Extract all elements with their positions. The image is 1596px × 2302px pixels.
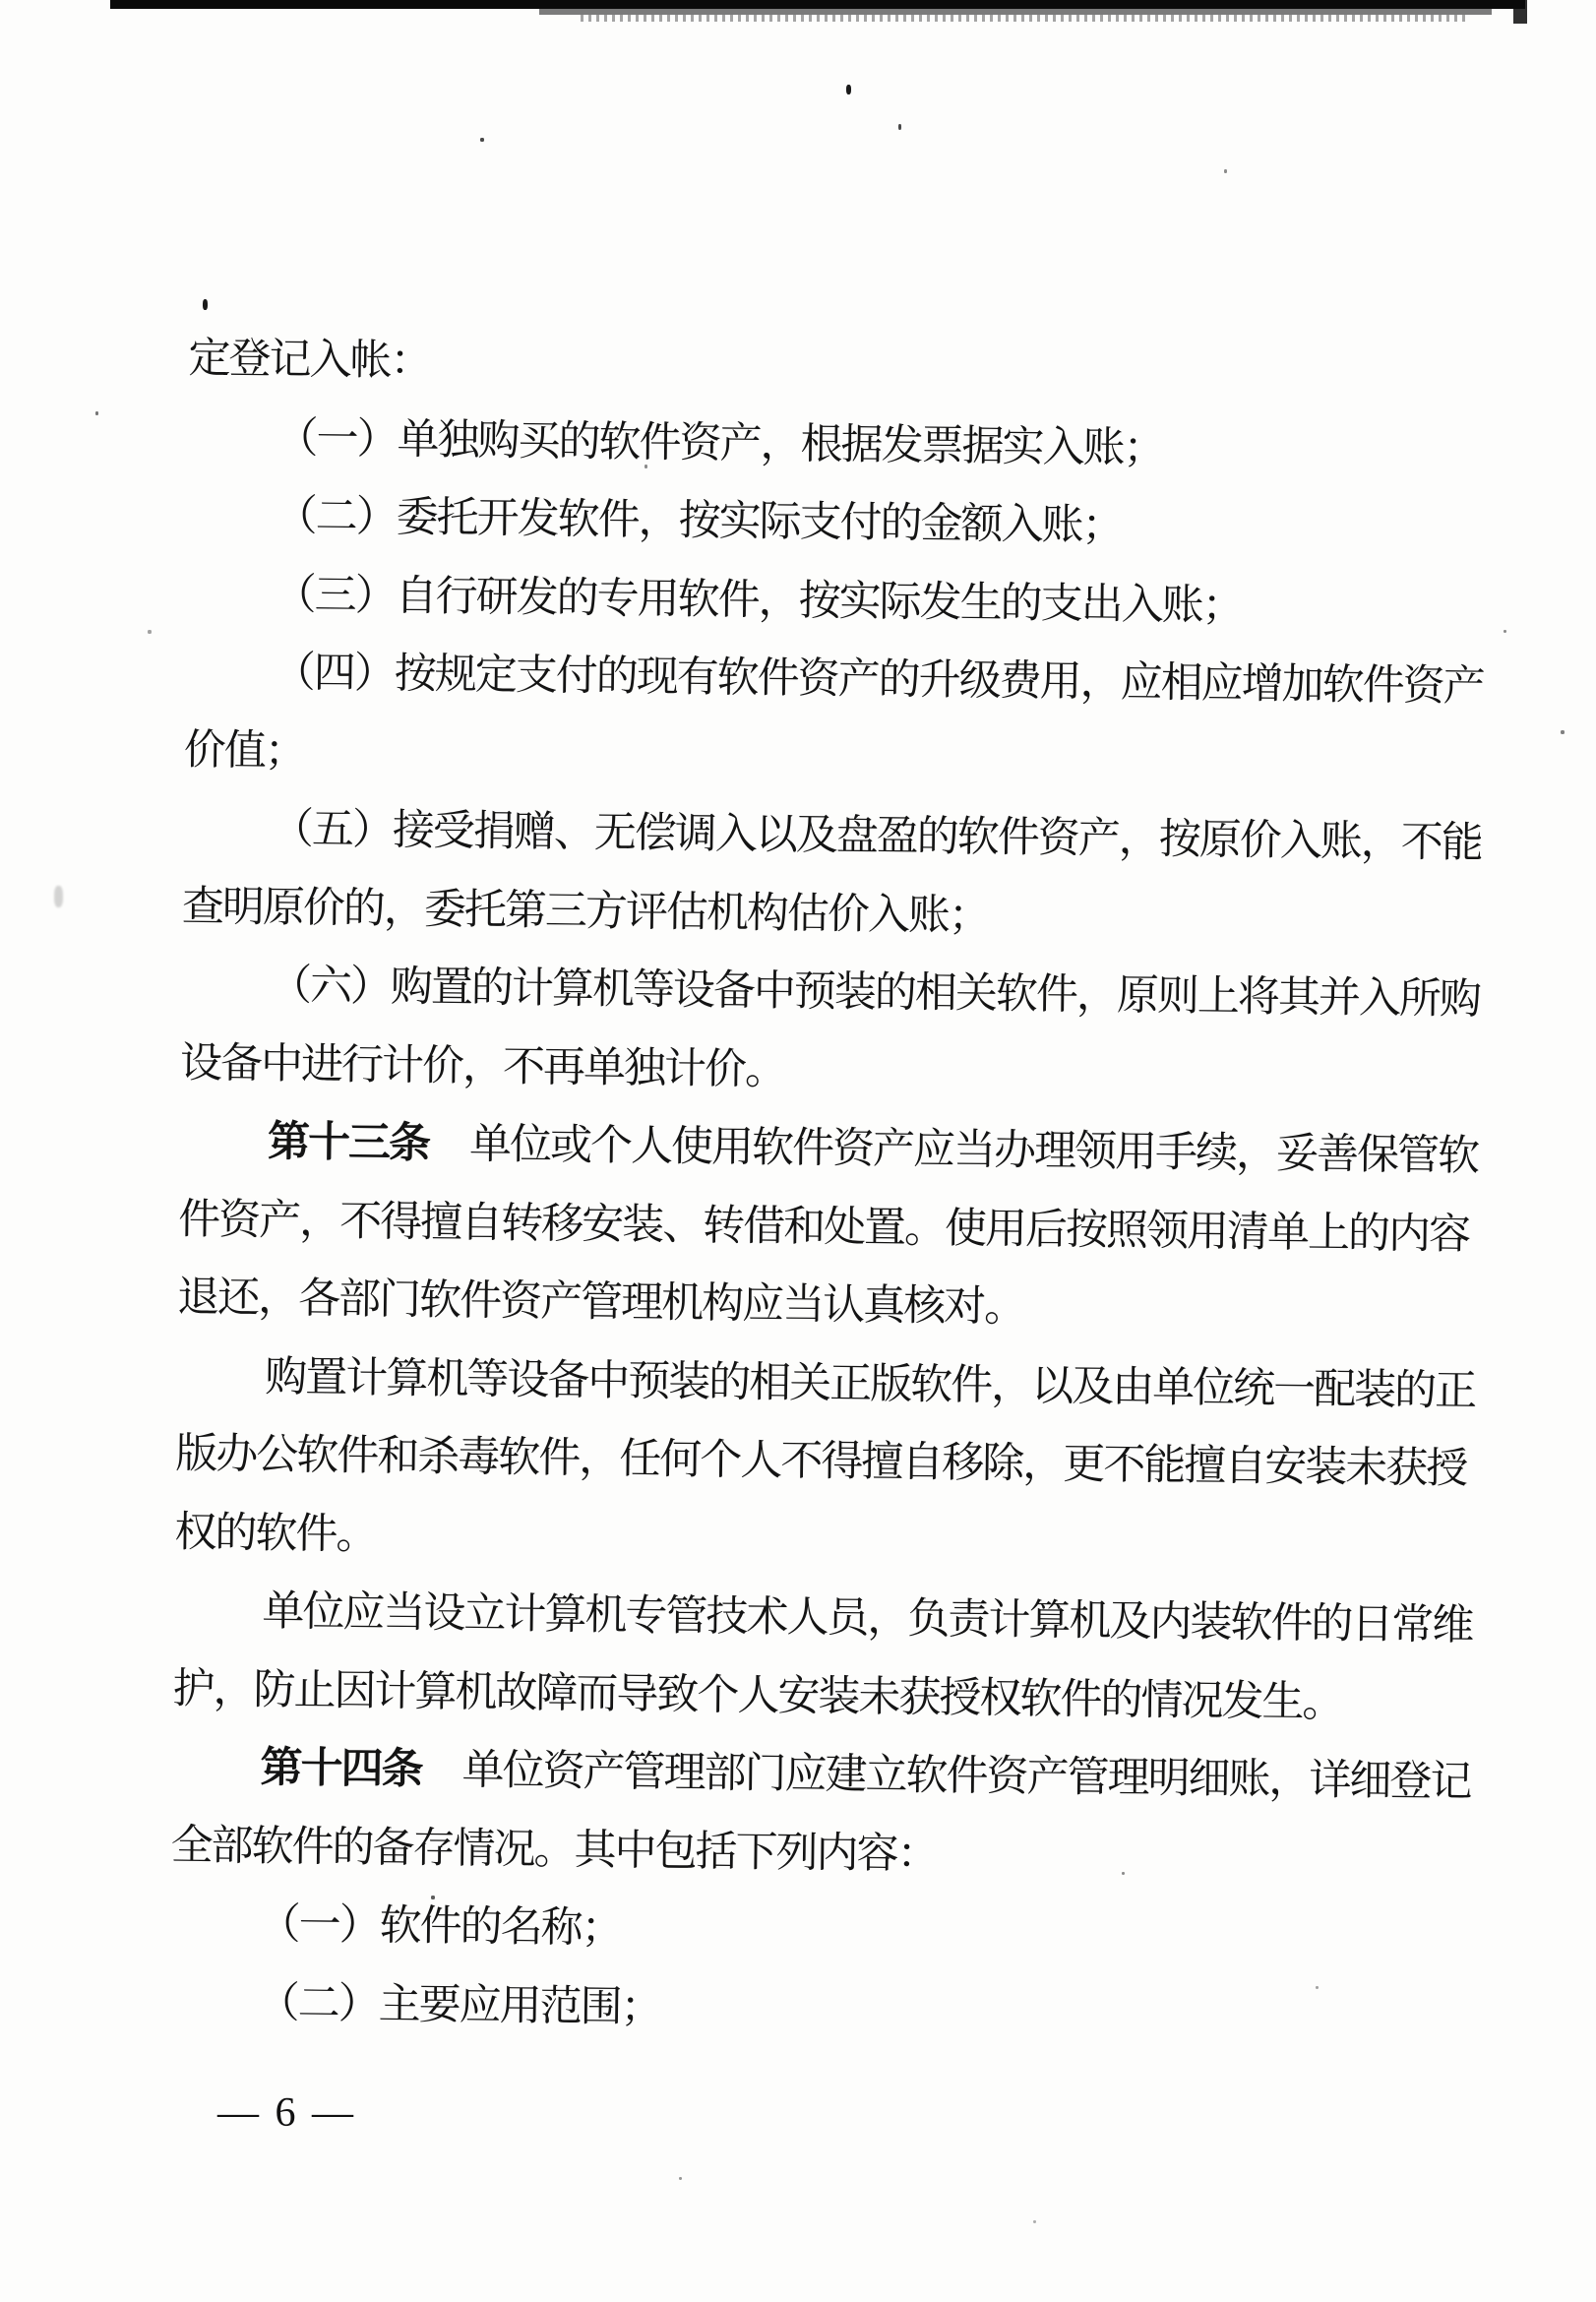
text-line: 第十三条 单位或个人使用软件资产应当办理领用手续，妥善保管软: [267, 1118, 1479, 1180]
scan-corner-mark: [1513, 0, 1527, 24]
text-line: （六）购置的计算机等设备中预装的相关软件，原则上将其并入所购: [269, 963, 1481, 1024]
text-line: 权的软件。: [174, 1509, 377, 1558]
scan-edge-speckle: [581, 15, 1466, 22]
scan-speck: [1561, 730, 1565, 734]
text-block: [168, 320, 1484, 2056]
scan-speck: [1504, 630, 1506, 633]
text-line: 件资产，不得擅自转移安装、转借和处置。使用后按照领用清单上的内容: [177, 1196, 1470, 1259]
scan-speck: [1224, 169, 1227, 173]
text-line: 查明原价的，委托第三方评估机构估价入账；: [181, 883, 990, 940]
text-line: （一）单独购买的软件资产，根据发票据实入账；: [276, 414, 1164, 472]
text-line: （三）自行研发的专用软件，按实际发生的支出入账；: [274, 571, 1243, 630]
text-line: （二）委托开发软件，按实际支付的金额入账；: [275, 493, 1123, 550]
scan-speck: [898, 124, 901, 130]
text-line: 定登记入帐：: [188, 335, 431, 385]
text-line: 单位应当设立计算机专管技术人员，负责计算机及内装软件的日常维: [262, 1587, 1473, 1649]
text-line: （四）按规定支付的现有软件资产的升级费用，应相应增加软件资产: [273, 650, 1484, 711]
scan-speck: [1033, 2220, 1036, 2223]
text-line: 护，防止因计算机故障而导致个人安装未获授权软件的情况发生。: [172, 1665, 1343, 1726]
text-line: 购置计算机等设备中预装的相关正版软件，以及由单位统一配装的正: [264, 1353, 1476, 1415]
text-line: （一）软件的名称；: [258, 1900, 622, 1953]
text-line: 第十四条 单位资产管理部门应建立软件资产管理明细账，详细登记: [260, 1743, 1471, 1806]
text-line: （二）主要应用范围；: [257, 1979, 661, 2031]
text-line: 版办公软件和杀毒软件，任何个人不得擅自移除，更不能擅自安装未获授: [175, 1430, 1467, 1493]
scan-speck: [203, 299, 208, 310]
scan-speck: [846, 85, 851, 94]
scan-speck: [480, 138, 484, 142]
scan-speck: [95, 411, 98, 415]
text-line: （五）接受捐赠、无偿调入以及盘盈的软件资产，按原价入账，不能: [271, 806, 1483, 867]
text-line: 设备中进行计价，不再单独计价。: [179, 1039, 786, 1093]
scan-speck: [679, 2177, 682, 2180]
scan-smudge: [54, 886, 63, 907]
text-line: 退还，各部门软件资产管理机构应当认真核对。: [176, 1274, 1025, 1332]
article-number-heading: 第十三条: [267, 1118, 430, 1167]
text-line: 全部软件的备存情况。其中包括下列内容：: [170, 1822, 938, 1878]
scan-speck: [148, 630, 152, 634]
article-number-heading: 第十四条: [260, 1743, 422, 1793]
scan-edge-band-secondary: [539, 8, 1492, 15]
text-line: 价值；: [183, 726, 306, 775]
page-number: — 6 —: [217, 2090, 356, 2136]
